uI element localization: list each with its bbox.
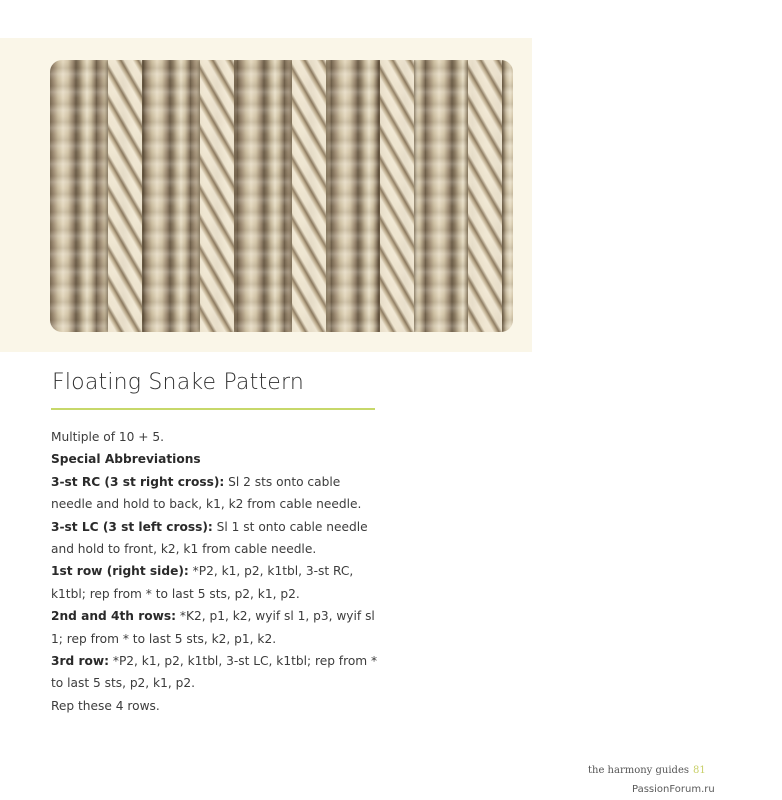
abbreviation-lc: [51, 516, 381, 561]
title-underline: [51, 408, 375, 410]
page-footer: [588, 765, 706, 776]
photo-panel: [0, 38, 532, 352]
abbreviation-rc-term: 3-st RC (3 st right cross):: [51, 474, 225, 489]
page-number: 81: [693, 765, 706, 776]
row-3-label: 3rd row:: [51, 654, 109, 669]
abbreviation-rc: [51, 471, 381, 516]
pattern-title: Floating Snake Pattern: [52, 370, 305, 395]
cable-column-1: [108, 60, 142, 332]
row-2-4-text: *K2, p1, k2, wyif sl 1, p3, wyif sl 1; rep from * to last 5 sts, k2, p1, k2.: [51, 609, 375, 646]
knitted-swatch-photo: [50, 60, 513, 332]
abbreviation-lc-definition: Sl 1 st onto cable needle and hold to front, k2, k1 from cable needle.: [51, 519, 368, 557]
row-1-text: *P2, k1, p2, k1tbl, 3-st RC, k1tbl; rep from * to last 5 sts, p2, k1, p2.: [51, 564, 354, 601]
row-3-text: *P2, k1, p2, k1tbl, 3-st LC, k1tbl; rep from * to last 5 sts, p2, k1, p2.: [51, 654, 378, 691]
row-2-4-label: 2nd and 4th rows:: [51, 609, 176, 624]
stitch-multiple: Multiple of 10 + 5.: [51, 430, 165, 444]
row-1: [51, 560, 381, 605]
special-abbreviations-heading: Special Abbreviations: [51, 452, 201, 467]
cable-column-5: [468, 60, 502, 332]
repeat-note: Rep these 4 rows.: [51, 698, 160, 713]
abbreviation-rc-definition: Sl 2 sts onto cable needle and hold to back, k1, k2 from cable needle.: [51, 474, 362, 512]
cable-column-3: [292, 60, 326, 332]
row-3: [51, 650, 381, 695]
site-watermark: PassionForum.ru: [632, 784, 715, 795]
row-2-4: [51, 605, 381, 650]
cable-column-2: [200, 60, 234, 332]
abbreviation-lc-term: 3-st LC (3 st left cross):: [51, 519, 213, 534]
pattern-instructions: [51, 426, 381, 717]
row-1-label: 1st row (right side):: [51, 564, 189, 579]
series-name: the harmony guides: [588, 765, 690, 776]
cable-column-4: [380, 60, 414, 332]
